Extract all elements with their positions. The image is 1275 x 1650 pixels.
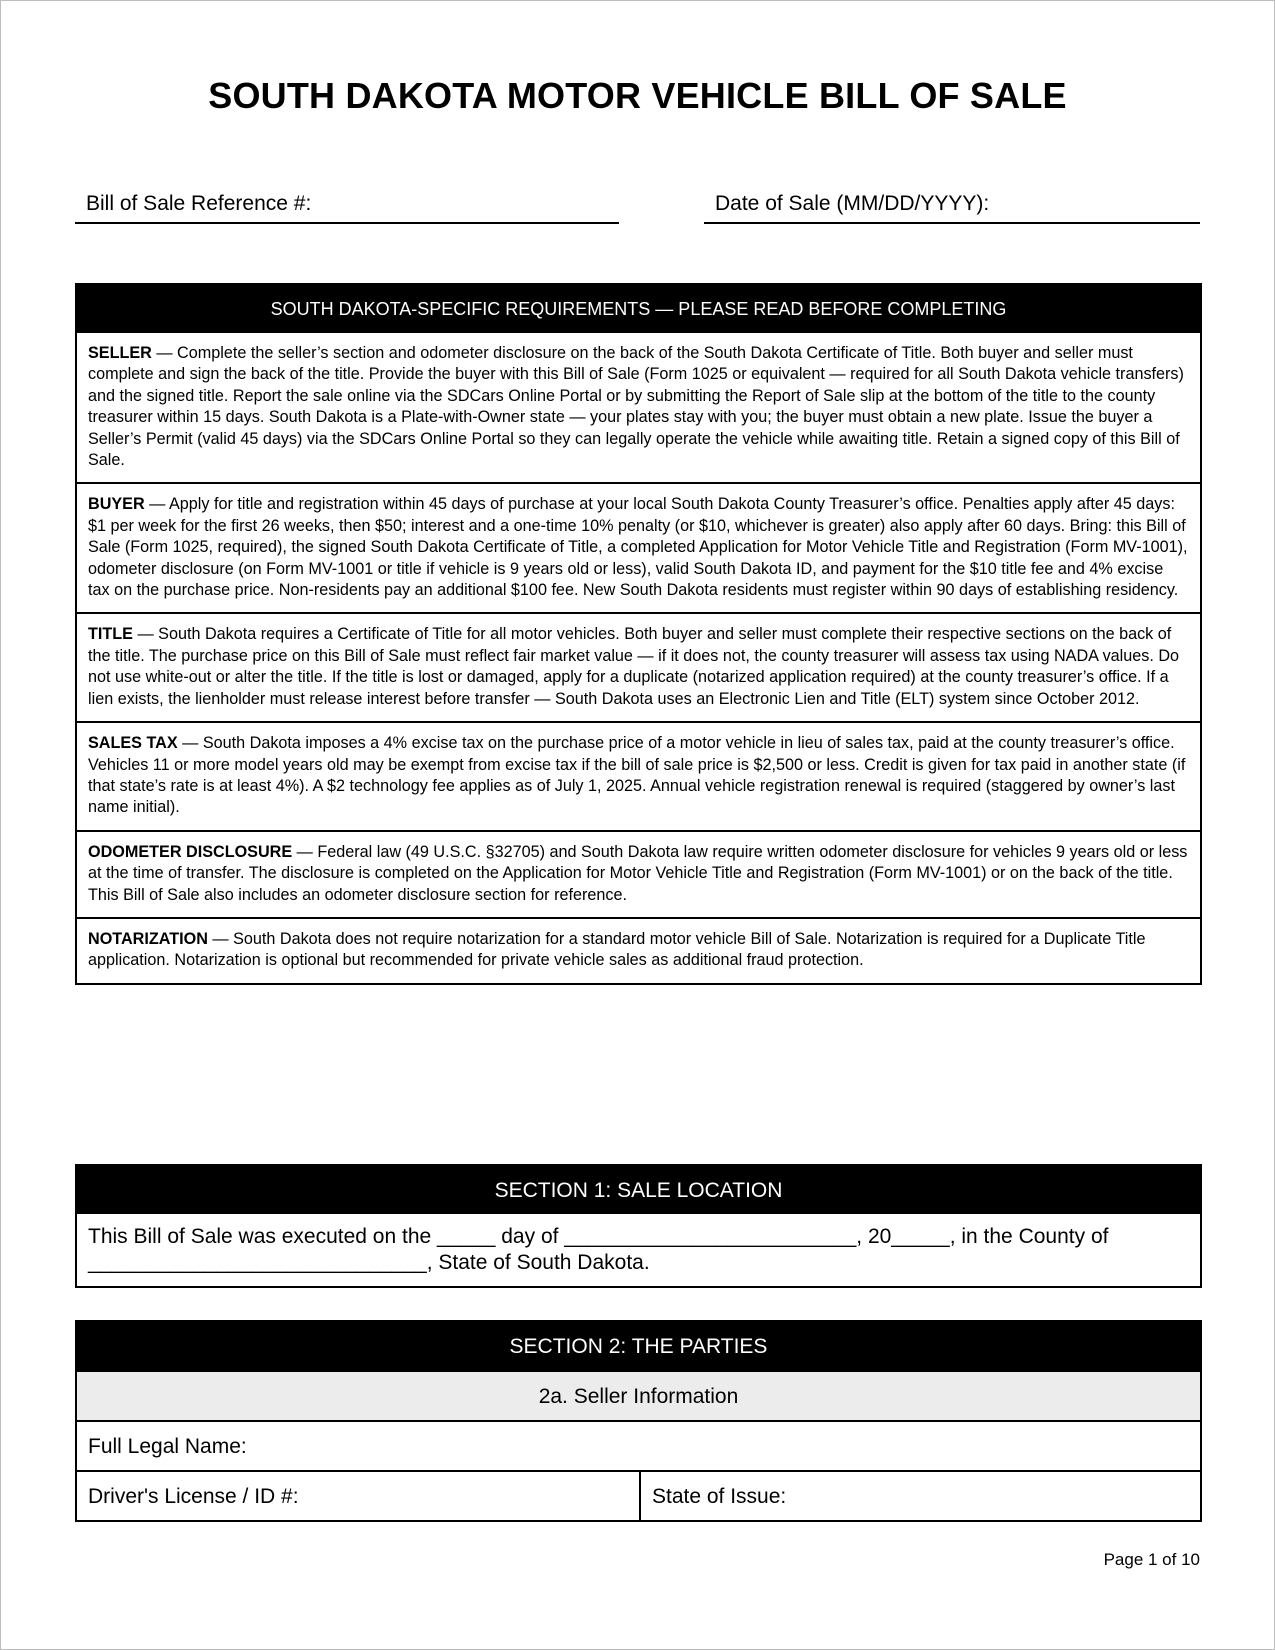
requirement-seller: [77, 331, 1200, 482]
seller-state-field[interactable]: [639, 1472, 1200, 1520]
requirement-buyer: [77, 482, 1200, 612]
section-the-parties: [75, 1320, 1202, 1522]
requirements-table: [75, 283, 1202, 985]
seller-state-label: State of Issue:: [652, 1485, 787, 1508]
requirement-text: — South Dakota does not require notarization for a standard motor vehicle Bill of Sale. Notarization is required for a Duplicate Title application. Notarization is optional but recommended for private vehicle sales as additional fraud protection.: [88, 929, 1146, 970]
reference-number-label: Bill of Sale Reference #:: [86, 192, 312, 215]
seller-full-name-label: Full Legal Name:: [88, 1435, 247, 1458]
date-of-sale-label: Date of Sale (MM/DD/YYYY):: [715, 192, 990, 215]
seller-information-header: 2a. Seller Information: [77, 1370, 1200, 1420]
seller-license-label: Driver's License / ID #:: [88, 1485, 299, 1508]
requirement-text: — South Dakota requires a Certificate of Title for all motor vehicles. Both buyer and seller must complete their respective sections on the back of the title. The purchase price on this Bill of Sale must reflect fair market value — if it does not, the county treasurer will assess tax using NADA values. Do not use white-out or alter the title. If the title is lost or damaged, apply for a duplicate (notarized application required) at the county treasurer’s office. If a lien exists, the lienholder must release interest before transfer — South Dakota uses an Electronic Lien and Title (ELT) system since October 2012.: [88, 625, 1180, 708]
requirement-label: SELLER: [88, 344, 152, 362]
document-title: SOUTH DAKOTA MOTOR VEHICLE BILL OF SALE: [208, 75, 1067, 116]
date-of-sale-field[interactable]: [704, 188, 1200, 224]
requirement-sales-tax: [77, 721, 1200, 830]
requirement-notarization: [77, 917, 1200, 983]
seller-full-name-row[interactable]: [77, 1420, 1200, 1470]
section-sale-location: [75, 1164, 1202, 1288]
requirement-label: TITLE: [88, 625, 133, 644]
requirement-text: — South Dakota imposes a 4% excise tax on the purchase price of a motor vehicle in lieu of sales tax, paid at the county treasurer’s office. Vehicles 11 or more model years old may be exempt from excise tax if the bill of sale price is $2,500 or less. Credit is given for tax paid in another state (if that state’s rate is at least 4%). A $2 technology fee applies as of July 1, 2025. Annual vehicle registration renewal is required (staggered by owner’s last name initial).: [88, 734, 1186, 817]
reference-number-field[interactable]: [75, 188, 619, 224]
requirement-label: NOTARIZATION: [88, 929, 208, 948]
seller-license-row: [77, 1470, 1200, 1520]
requirement-title: [77, 612, 1200, 721]
requirement-label: SALES TAX: [88, 734, 178, 753]
requirements-header: SOUTH DAKOTA-SPECIFIC REQUIREMENTS — PLEASE READ BEFORE COMPLETING: [77, 285, 1200, 331]
section-1-header: SECTION 1: SALE LOCATION: [77, 1166, 1200, 1214]
section-2-header: SECTION 2: THE PARTIES: [77, 1322, 1200, 1370]
requirement-odometer: [77, 830, 1200, 917]
sale-location-statement[interactable]: This Bill of Sale was executed on the _____ day of _________________________, 20_____, in the County of _____________________________, State of South Dakota.: [88, 1225, 1109, 1274]
requirement-text: — Apply for title and registration within 45 days of purchase at your local South Dakota County Treasurer’s office. Penalties apply after 45 days: $1 per week for the first 26 weeks, then $50; interest and a one-time 10% penalty (or $10, whichever is greater) also apply after 60 days. Bring: this Bill of Sale (Form 1025, required), the signed South Dakota Certificate of Title, a completed Application for Motor Vehicle Title and Registration (Form MV-1001), odometer disclosure (on Form MV-1001 or title if vehicle is 9 years old or less), valid South Dakota ID, and payment for the $10 title fee and 4% excise tax on the purchase price. Non-residents pay an additional $100 fee. New South Dakota residents must register within 90 days of establishing residency.: [88, 495, 1188, 600]
seller-license-field[interactable]: [77, 1472, 639, 1520]
page-number: Page 1 of 10: [1103, 1550, 1200, 1569]
requirement-text: — Federal law (49 U.S.C. §32705) and South Dakota law require written odometer disclosure for vehicles 9 years old or less at the time of transfer. The disclosure is completed on the Application for Motor Vehicle Title and Registration (Form MV-1001) or on the back of the title. This Bill of Sale also includes an odometer disclosure section for reference.: [88, 842, 1188, 904]
requirement-label: BUYER: [88, 495, 145, 514]
requirement-label: ODOMETER DISCLOSURE: [88, 842, 293, 861]
requirement-text: — Complete the seller’s section and odometer disclosure on the back of the South Dakota Certificate of Title. Both buyer and seller must complete and sign the back of the title. Provide the buyer with this Bill of Sale (Form 1025 or equivalent — required for all South Dakota vehicle transfers) and the signed title. Report the sale online via the SDCars Online Portal or by submitting the Report of Sale slip at the bottom of the title to the county treasurer within 15 days. South Dakota is a Plate-with-Owner state — your plates stay with you; the buyer must obtain a new plate. Issue the buyer a Seller’s Permit (valid 45 days) via the SDCars Online Portal so they can legally operate the vehicle while awaiting title. Retain a signed copy of this Bill of Sale.: [88, 344, 1184, 470]
